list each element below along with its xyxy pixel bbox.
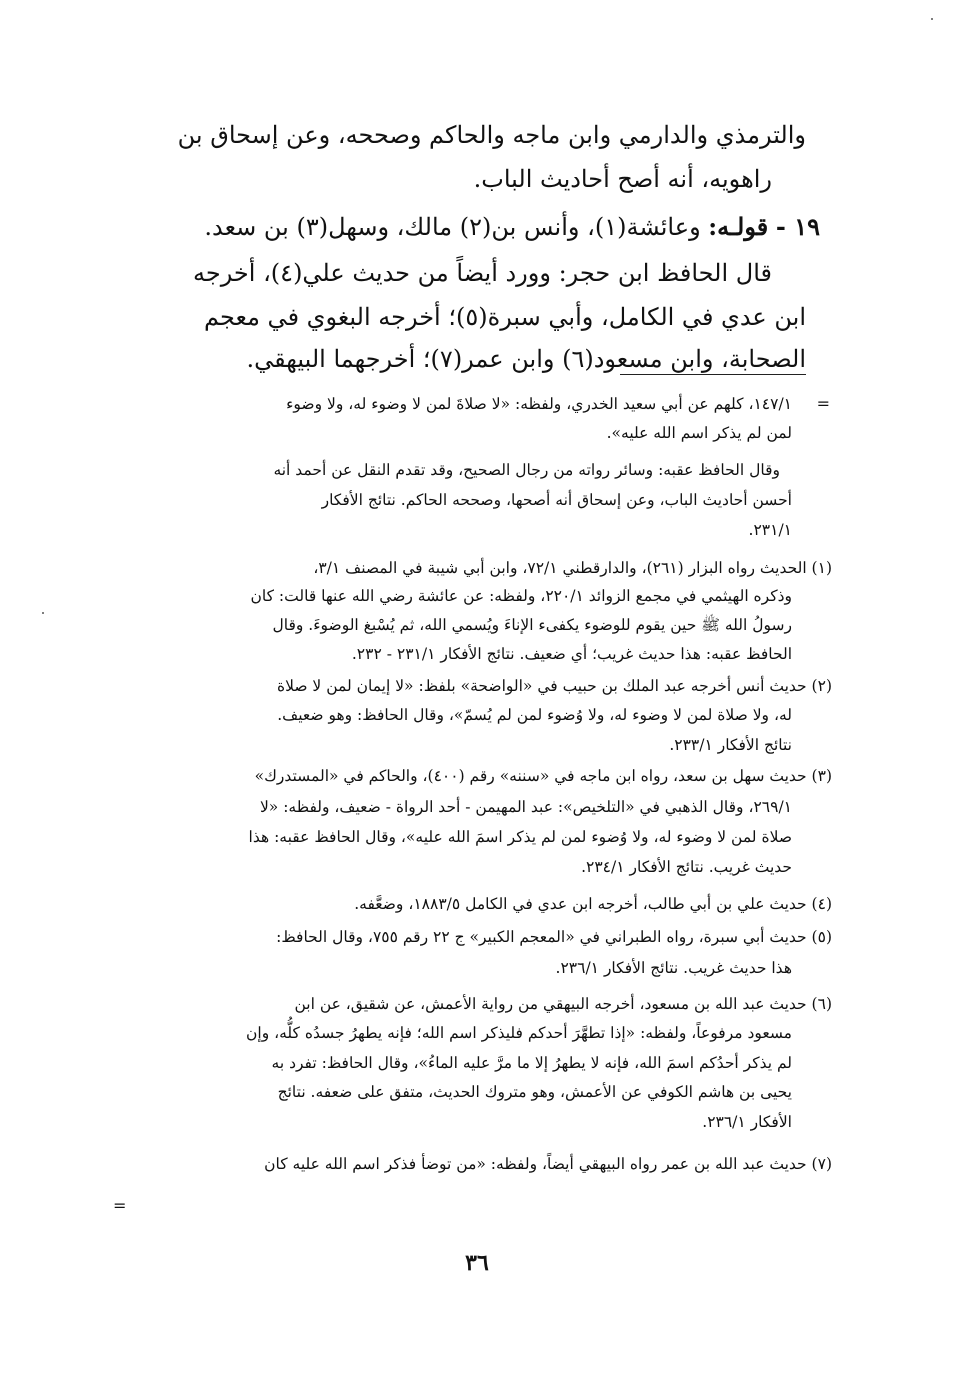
footnote-line: ١٤٧/١، كلهم عن أبي سعيد الخدري، ولفظه: «لا صلاةَ لمن لا وضوء له، ولا وضوء <box>286 395 792 413</box>
page-number: ٣٦ <box>465 1250 489 1276</box>
item-number: ١٩ - <box>775 212 820 241</box>
scan-speck <box>42 612 44 614</box>
item-text: وعائشة(١)، وأنس بن(٢) مالك، وسهل(٣) بن سعد. <box>204 213 701 241</box>
footnote-line: مسعود مرفوعاً، ولفظه: «إذا تطهَّرَ أحدكم فليذكر اسم الله؛ فإنه يطهرُ جسدُه كلُّه، وإن <box>246 1024 792 1042</box>
footnote-line: وذكره الهيثمي في مجمع الزوائد ٢٢٠/١، ولفظه: عن عائشة رضي الله عنها قالت: كان <box>250 587 792 605</box>
item-heading <box>204 210 820 244</box>
footnote-line: حديث غريب. نتائج الأفكار ٢٣٤/١. <box>581 858 792 876</box>
footnote-line: وقال الحافظ عقبه: وسائر رواته من رجال الصحيح، وقد تقدم النقل عن أحمد أنه <box>273 461 780 479</box>
footnote-line: له، ولا صلاة لمن لا وضوء له، ولا وُضوء لمن لم يُسمّ»، وقال الحافظ: وهو ضعيف. <box>277 706 792 724</box>
footnote-line: لمن لم يذكر اسم الله عليه». <box>606 424 792 442</box>
footnote-line: الأفكار ٢٣٦/١. <box>702 1113 792 1131</box>
continuation-mark: = <box>113 1196 127 1215</box>
main-line: راهويه، أنه أصح أحاديث الباب. <box>473 165 772 193</box>
footnote-line: رسولُ الله ﷺ حين يقوم للوضوء يكفىء الإناءَ ويُسمي الله، ثم يُسْبغ الوضوءَ. وقال <box>272 616 792 634</box>
footnote-line: الحافظ عقبه: هذا حديث غريب؛ أي ضعيف. نتائج الأفكار ٢٣١/١ - ٢٣٢. <box>351 645 792 663</box>
footnote-line: لم يذكر أحدُكم اسمَ الله، فإنه لا يطهرُ إلا ما مرَّ عليه الماءُ»، وقال الحافظ: تفرد به <box>271 1054 792 1072</box>
main-line: الصحابة، وابن مسعود(٦) وابن عمر(٧)؛ أخرجهما البيهقي. <box>246 345 806 373</box>
footnote-7: (٧) حديث عبد الله بن عمر رواه البيهقي أيضاً، ولفظه: «من توضأ فذكر اسم الله عليه كان <box>264 1155 832 1173</box>
footnote-line: أحسن أحاديث الباب، وعن إسحاق أنه أصحها، وصححه الحاكم. نتائج الأفكار <box>321 491 792 509</box>
main-line: ابن عدي في الكامل، وأبي سبرة(٥)؛ أخرجه البغوي في معجم <box>204 303 806 331</box>
footnote-separator <box>620 374 806 375</box>
footnote-5: (٥) حديث أبي سبرة، رواه الطبراني في «المعجم الكبير» ج ٢٢ رقم ٧٥٥، وقال الحافظ: <box>276 928 832 946</box>
footnote-line: نتائج الأفكار ٢٣٣/١. <box>669 736 792 754</box>
footnote-6: (٦) حديث عبد الله بن مسعود، أخرجه البيهقي من رواية الأعمش، عن شقيق، عن ابن <box>294 995 832 1013</box>
footnote-1: (١) الحديث رواه البزار (٢٦١)، والدارقطني ٧٢/١، وابن أبي شيبة في المصنف ٣/١، <box>313 559 832 577</box>
footnote-line: يحيى بن هاشم الكوفي عن الأعمش، وهو متروك الحديث، متفق على ضعفه. نتائج <box>277 1083 792 1101</box>
main-line: قال الحافظ ابن حجر: وورد أيضاً من حديث علي(٤)، أخرجه <box>192 259 772 287</box>
main-line: والترمذي والدارمي وابن ماجه والحاكم وصححه، وعن إسحاق بن <box>177 121 806 149</box>
item-keyword: قولـه: <box>708 212 769 241</box>
footnote-line: صلاة لمن لا وضوء له، ولا وُضوء لمن لم يذكر اسمَ الله عليه»، وقال الحافظ عقبه: هذا <box>248 828 792 846</box>
footnote-line: ٢٣١/١. <box>748 521 792 539</box>
footnote-4: (٤) حديث علي بن أبي طالب، أخرجه ابن عدي في الكامل ١٨٨٣/٥، وضعَّفه. <box>354 895 832 913</box>
footnote-line: ٢٦٩/١، وقال الذهبي في «التلخيص»: عبد المهيمن - أحد الرواة - ضعيف، ولفظه: «لا <box>259 798 792 816</box>
footnote-line: هذا حديث غريب. نتائج الأفكار ٢٣٦/١. <box>555 959 792 977</box>
scan-speck <box>931 18 933 20</box>
footnote-2: (٢) حديث أنس أخرجه عبد الملك بن حبيب في «الواضحة» بلفظ: «لا إيمان لمن لا صلاة <box>276 677 832 695</box>
footnote-3: (٣) حديث سهل بن سعد، رواه ابن ماجه في «سننه» رقم (٤٠٠)، والحاكم في «المستدرك» <box>254 767 832 785</box>
continuation-mark: = <box>816 394 830 413</box>
